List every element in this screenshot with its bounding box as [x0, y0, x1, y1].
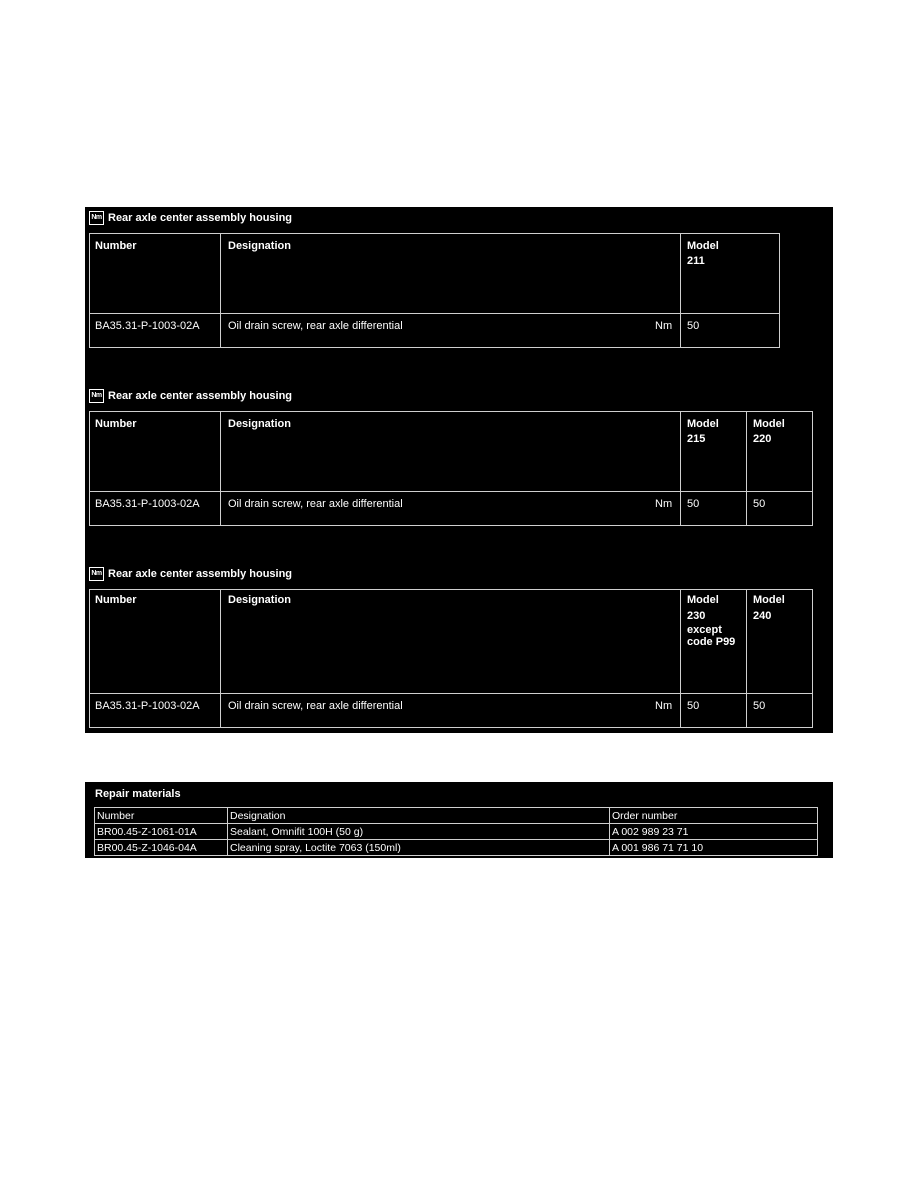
- row-number: BA35.31-P-1003-02A: [95, 700, 200, 712]
- torque-nm-icon: Nm: [89, 389, 104, 403]
- header-model-note: except: [687, 624, 722, 636]
- section-title-text: Rear axle center assembly housing: [108, 212, 293, 224]
- repair-materials-panel: [85, 782, 833, 858]
- header-model-value: 220: [753, 433, 772, 445]
- header-model-value: 230: [687, 610, 706, 622]
- row-value: 50: [687, 700, 700, 712]
- header-model-note: code P99: [687, 636, 736, 648]
- header-number: Number: [95, 594, 137, 606]
- section-title: [89, 389, 292, 403]
- material-designation: Cleaning spray, Loctite 7063 (150ml): [230, 842, 401, 854]
- header-number: Number: [95, 418, 137, 430]
- material-order-number: A 002 989 23 71: [612, 826, 689, 838]
- header-model-value: 240: [753, 610, 772, 622]
- header-designation: Designation: [228, 240, 291, 252]
- header-model-label: Model: [687, 418, 719, 430]
- material-number: BR00.45-Z-1061-01A: [97, 826, 197, 838]
- row-designation: Oil drain screw, rear axle differential: [228, 700, 403, 712]
- row-designation: Oil drain screw, rear axle differential: [228, 320, 403, 332]
- row-value: 50: [687, 498, 700, 510]
- section-title: [89, 211, 292, 225]
- header-model-value: 215: [687, 433, 706, 445]
- section-title: [89, 567, 292, 581]
- header-order-number: Order number: [612, 810, 678, 822]
- material-designation: Sealant, Omnifit 100H (50 g): [230, 826, 364, 838]
- torque-specs-panel: [85, 207, 833, 733]
- material-order-number: A 001 986 71 71 10: [612, 842, 704, 854]
- row-value: 50: [753, 700, 766, 712]
- material-number: BR00.45-Z-1046-04A: [97, 842, 197, 854]
- header-model-label: Model: [687, 240, 719, 252]
- header-model-label: Model: [753, 418, 785, 430]
- table-row: [95, 824, 817, 840]
- header-number: Number: [97, 810, 135, 822]
- row-unit: Nm: [655, 320, 673, 332]
- row-number: BA35.31-P-1003-02A: [95, 320, 200, 332]
- header-designation: Designation: [228, 594, 291, 606]
- row-designation: Oil drain screw, rear axle differential: [228, 498, 403, 510]
- table-row: [95, 840, 817, 856]
- torque-nm-icon: Nm: [89, 567, 104, 581]
- repair-materials-title: Repair materials: [95, 788, 181, 800]
- table-header-row: [95, 808, 817, 824]
- repair-materials-table: [94, 807, 818, 856]
- header-designation: Designation: [228, 418, 291, 430]
- section-title-text: Rear axle center assembly housing: [108, 390, 293, 402]
- torque-nm-icon: Nm: [89, 211, 104, 225]
- header-number: Number: [95, 240, 137, 252]
- row-value: 50: [687, 320, 700, 332]
- header-model-label: Model: [687, 594, 719, 606]
- header-model-value: 211: [687, 255, 705, 267]
- row-number: BA35.31-P-1003-02A: [95, 498, 200, 510]
- header-model-label: Model: [753, 594, 785, 606]
- section-title-text: Rear axle center assembly housing: [108, 568, 293, 580]
- header-designation: Designation: [230, 810, 286, 822]
- row-value: 50: [753, 498, 766, 510]
- row-unit: Nm: [655, 700, 673, 712]
- row-unit: Nm: [655, 498, 673, 510]
